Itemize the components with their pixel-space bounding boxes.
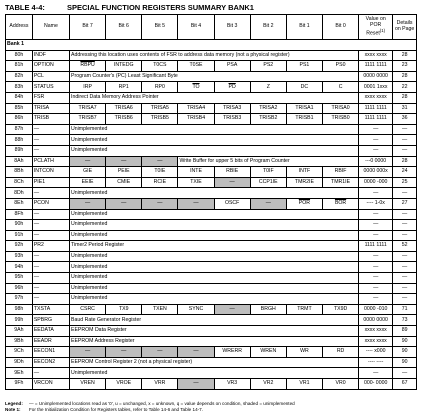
details-page-cell: 28 (393, 71, 417, 82)
por-value-cell: 000- 0000 (359, 379, 393, 390)
note-label: Note 1: (5, 407, 21, 412)
table-body (6, 40, 417, 390)
register-name-cell: INDF (32, 50, 69, 61)
bit-cell: T0IF (250, 167, 286, 178)
bit-cell: — (178, 198, 214, 209)
legend (5, 401, 419, 413)
bit-cell: WR (286, 347, 322, 358)
register-row (6, 124, 417, 135)
register-row (6, 220, 417, 231)
bit-cell: — (106, 198, 142, 209)
por-value-cell: 0000 0000 (359, 71, 393, 82)
por-value-cell: 1111 1111 (359, 61, 393, 72)
register-description-cell: EEPROM Control Register 2 (not a physical register) (70, 357, 359, 368)
details-page-cell: — (393, 220, 417, 231)
bit-cell: TRISB5 (142, 114, 178, 125)
register-name-cell: EEDATA (32, 326, 69, 337)
details-page-cell: — (393, 262, 417, 273)
header-details: Details on Page (393, 15, 417, 40)
legend-text: — = Unimplemented locations read as '0', u = unchanged, x = unknown, q = value depends on condition, shaded = unimplemented (29, 401, 295, 406)
por-value-cell: — (359, 283, 393, 294)
bit-cell: TRISB7 (70, 114, 106, 125)
register-row (6, 167, 417, 178)
bit-cell: GIE (70, 167, 106, 178)
bit-cell: TMR1IE (323, 177, 359, 188)
por-value-cell: 1111 1111 (359, 241, 393, 252)
register-description-cell: Unimplemented (70, 294, 359, 305)
bit-cell: WRERR (214, 347, 250, 358)
bit-cell: WREN (250, 347, 286, 358)
register-name-cell: — (32, 135, 69, 146)
header-address: Address (6, 15, 33, 40)
register-name-cell: STATUS (32, 82, 69, 93)
register-name-cell: — (32, 209, 69, 220)
bit-cell: VREN (70, 379, 106, 390)
details-page-cell: — (393, 294, 417, 305)
register-description-cell: EEPROM Data Register (70, 326, 359, 337)
register-row (6, 357, 417, 368)
register-name-cell: EECON2 (32, 357, 69, 368)
header-por-note: (1) (379, 27, 386, 33)
register-row (6, 283, 417, 294)
register-row (6, 114, 417, 125)
details-page-cell: — (393, 135, 417, 146)
por-value-cell: 0000 -000 (359, 177, 393, 188)
bit-cell: — (70, 156, 106, 167)
address-cell: 9Eh (6, 368, 33, 379)
bit-cell: — (70, 347, 106, 358)
bank-label: Bank 1 (6, 40, 417, 51)
register-name-cell: — (32, 124, 69, 135)
header-por-label: Value on POR Reset (365, 15, 386, 37)
details-page-cell: 22 (393, 82, 417, 93)
register-description-cell: Unimplemented (70, 262, 359, 273)
por-value-cell: — (359, 220, 393, 231)
register-description-cell: Unimplemented (70, 273, 359, 284)
address-cell: 97h (6, 294, 33, 305)
register-name-cell: — (32, 273, 69, 284)
register-description-cell: Unimplemented (70, 251, 359, 262)
bit-cell: — (142, 156, 178, 167)
address-cell: 88h (6, 135, 33, 146)
details-page-cell: 90 (393, 357, 417, 368)
bit-cell: T0SE (178, 61, 214, 72)
table-title (5, 2, 254, 13)
address-cell: 99h (6, 315, 33, 326)
por-value-cell: — (359, 124, 393, 135)
table-number: TABLE 4-4: (5, 3, 45, 12)
register-name-cell: OPTION (32, 61, 69, 72)
register-row (6, 294, 417, 305)
por-value-cell: xxxx xxxx (359, 326, 393, 337)
header-bit3: Bit 3 (214, 15, 250, 40)
por-value-cell: 1111 1111 (359, 103, 393, 114)
bit-cell: TRISA0 (323, 103, 359, 114)
register-description-cell: Unimplemented (70, 188, 359, 199)
por-value-cell: ---- ---- (359, 357, 393, 368)
address-cell: 84h (6, 92, 33, 103)
address-cell: 91h (6, 230, 33, 241)
register-description-cell: Baud Rate Generator Register (70, 315, 359, 326)
por-value-cell: 0001 1xxx (359, 82, 393, 93)
bit-cell: CSRC (70, 304, 106, 315)
register-description-cell: Program Counter's (PC) Least Significant Byte (70, 71, 359, 82)
por-value-cell: ---- x000 (359, 347, 393, 358)
bit-cell: TRISB6 (106, 114, 142, 125)
bit-cell: VROE (106, 379, 142, 390)
por-value-cell: 1111 1111 (359, 114, 393, 125)
register-row (6, 379, 417, 390)
por-value-cell: — (359, 262, 393, 273)
address-cell: 95h (6, 273, 33, 284)
address-cell: 96h (6, 283, 33, 294)
register-name-cell: — (32, 188, 69, 199)
bit-cell: — (142, 347, 178, 358)
bit-cell: C (323, 82, 359, 93)
address-cell: 8Ch (6, 177, 33, 188)
register-row (6, 92, 417, 103)
address-cell: 80h (6, 50, 33, 61)
bit-cell: PS1 (286, 61, 322, 72)
bit-cell: CMIE (106, 177, 142, 188)
details-page-cell: — (393, 273, 417, 284)
details-page-cell: — (393, 188, 417, 199)
register-description-cell: Unimplemented (70, 124, 359, 135)
register-name-cell: PCON (32, 198, 69, 209)
bit-cell: TRISA3 (214, 103, 250, 114)
address-cell: 9Fh (6, 379, 33, 390)
register-name-cell: PIE1 (32, 177, 69, 188)
register-name-cell: PCL (32, 71, 69, 82)
bit-cell: $\overline{TO}$ (178, 82, 214, 93)
details-page-cell: 67 (393, 379, 417, 390)
details-page-cell: — (393, 145, 417, 156)
bit-cell: Z (250, 82, 286, 93)
details-page-cell: — (393, 368, 417, 379)
por-value-cell: xxxx xxxx (359, 336, 393, 347)
bit-cell: EEIE (70, 177, 106, 188)
bit-cell: VR2 (250, 379, 286, 390)
bit-cell: RP1 (106, 82, 142, 93)
bit-cell: VR0 (323, 379, 359, 390)
sfr-table (5, 14, 417, 390)
address-cell: 9Dh (6, 357, 33, 368)
por-value-cell: — (359, 368, 393, 379)
register-name-cell: PCLATH (32, 156, 69, 167)
details-page-cell: 71 (393, 304, 417, 315)
details-page-cell: 24 (393, 167, 417, 178)
register-row (6, 336, 417, 347)
details-page-cell: 27 (393, 198, 417, 209)
details-page-cell: 28 (393, 92, 417, 103)
bit-cell: DC (286, 82, 322, 93)
bit-cell: TRISB1 (286, 114, 322, 125)
register-name-cell: — (32, 262, 69, 273)
bit-cell: T0CS (142, 61, 178, 72)
details-page-cell: 28 (393, 50, 417, 61)
header-por (359, 15, 393, 40)
register-name-cell: — (32, 251, 69, 262)
details-page-cell: — (393, 124, 417, 135)
bit-cell: TRISB0 (323, 114, 359, 125)
header-bit7: Bit 7 (70, 15, 106, 40)
bit-cell: OSCF (214, 198, 250, 209)
bit-cell: — (106, 156, 142, 167)
bit-cell: T0IE (142, 167, 178, 178)
register-row (6, 326, 417, 337)
bit-cell: TRISA6 (106, 103, 142, 114)
register-description-cell: Write Buffer for upper 5 bits of Program Counter (178, 156, 359, 167)
bit-cell: SYNC (178, 304, 214, 315)
note-text: For the Initialization Condition for Registers tables, refer to Table 14-6 and Table 14-7. (29, 407, 203, 412)
header-bit0: Bit 0 (323, 15, 359, 40)
register-row (6, 304, 417, 315)
por-value-cell: 0000 -010 (359, 304, 393, 315)
header-bit5: Bit 5 (142, 15, 178, 40)
bit-cell: TXIE (178, 177, 214, 188)
por-value-cell: — (359, 273, 393, 284)
address-cell: 92h (6, 241, 33, 252)
por-value-cell: ---- 1-0x (359, 198, 393, 209)
address-cell: 8Fh (6, 209, 33, 220)
bit-cell: VRR (142, 379, 178, 390)
register-row (6, 156, 417, 167)
register-row (6, 103, 417, 114)
bit-cell: TRMT (286, 304, 322, 315)
register-name-cell: EEADR (32, 336, 69, 347)
header-row (6, 15, 417, 40)
por-value-cell: xxxx xxxx (359, 50, 393, 61)
header-bit6: Bit 6 (106, 15, 142, 40)
register-name-cell: TRISB (32, 114, 69, 125)
details-page-cell: 90 (393, 347, 417, 358)
bit-cell: — (250, 198, 286, 209)
bit-cell: TRISB3 (214, 114, 250, 125)
bit-cell: RCIE (142, 177, 178, 188)
register-name-cell: TXSTA (32, 304, 69, 315)
register-description-cell: Unimplemented (70, 220, 359, 231)
address-cell: 86h (6, 114, 33, 125)
register-name-cell: VRCON (32, 379, 69, 390)
bit-cell: TRISA2 (250, 103, 286, 114)
bit-cell: RP0 (142, 82, 178, 93)
header-bit4: Bit 4 (178, 15, 214, 40)
register-description-cell: Unimplemented (70, 145, 359, 156)
bit-cell: PS0 (323, 61, 359, 72)
address-cell: 94h (6, 262, 33, 273)
register-row (6, 347, 417, 358)
register-row (6, 209, 417, 220)
bit-cell: INTEDG (106, 61, 142, 72)
bit-cell: INTE (178, 167, 214, 178)
register-row (6, 188, 417, 199)
bit-cell: TRISA1 (286, 103, 322, 114)
address-cell: 83h (6, 82, 33, 93)
register-name-cell: INTCON (32, 167, 69, 178)
bit-cell: CCP1IE (250, 177, 286, 188)
por-value-cell: — (359, 145, 393, 156)
header-name: Name (32, 15, 69, 40)
bit-cell: — (178, 347, 214, 358)
bit-cell: TRISA5 (142, 103, 178, 114)
register-row (6, 177, 417, 188)
por-value-cell: — (359, 135, 393, 146)
bit-cell: — (106, 347, 142, 358)
register-row (6, 262, 417, 273)
bit-cell: TRISA4 (178, 103, 214, 114)
bit-cell: PS2 (250, 61, 286, 72)
bit-cell: VR3 (214, 379, 250, 390)
details-page-cell: — (393, 251, 417, 262)
address-cell: 8Dh (6, 188, 33, 199)
register-description-cell: Unimplemented (70, 230, 359, 241)
details-page-cell: 28 (393, 156, 417, 167)
register-name-cell: — (32, 283, 69, 294)
details-page-cell: — (393, 209, 417, 220)
address-cell: 98h (6, 304, 33, 315)
bit-cell: PSA (214, 61, 250, 72)
register-row (6, 315, 417, 326)
address-cell: 81h (6, 61, 33, 72)
register-name-cell: FSR (32, 92, 69, 103)
bit-cell: INTF (286, 167, 322, 178)
bit-cell: $\overline{PD}$ (214, 82, 250, 93)
register-row (6, 82, 417, 93)
bank-row (6, 40, 417, 51)
bit-cell: PEIE (106, 167, 142, 178)
register-row (6, 135, 417, 146)
register-row (6, 230, 417, 241)
register-name-cell: — (32, 294, 69, 305)
register-row (6, 241, 417, 252)
details-page-cell: 25 (393, 177, 417, 188)
address-cell: 93h (6, 251, 33, 262)
bit-cell: — (142, 198, 178, 209)
register-name-cell: PR2 (32, 241, 69, 252)
bit-cell: VR1 (286, 379, 322, 390)
register-name-cell: — (32, 230, 69, 241)
por-value-cell: — (359, 294, 393, 305)
bit-cell: — (214, 304, 250, 315)
bit-cell: — (214, 177, 250, 188)
header-bit2: Bit 2 (250, 15, 286, 40)
por-value-cell: ---0 0000 (359, 156, 393, 167)
address-cell: 89h (6, 145, 33, 156)
note-line (5, 407, 419, 413)
por-value-cell: — (359, 188, 393, 199)
register-row (6, 273, 417, 284)
register-description-cell: Unimplemented (70, 368, 359, 379)
register-name-cell: — (32, 220, 69, 231)
address-cell: 82h (6, 71, 33, 82)
register-description-cell: Unimplemented (70, 209, 359, 220)
address-cell: 9Ah (6, 326, 33, 337)
bit-cell: $\overline{BOR}$ (323, 198, 359, 209)
address-cell: 87h (6, 124, 33, 135)
register-name-cell: TRISA (32, 103, 69, 114)
bit-cell: RD (323, 347, 359, 358)
register-description-cell: Addressing this location uses contents of FSR to address data memory (not a physical register) (70, 50, 359, 61)
register-description-cell: Indirect Data Memory Address Pointer (70, 92, 359, 103)
por-value-cell: — (359, 251, 393, 262)
bit-cell: TX9D (323, 304, 359, 315)
register-row (6, 198, 417, 209)
register-row (6, 251, 417, 262)
por-value-cell: — (359, 209, 393, 220)
register-name-cell: SPBRG (32, 315, 69, 326)
bit-cell: TMR2IE (286, 177, 322, 188)
address-cell: 90h (6, 220, 33, 231)
details-page-cell: 52 (393, 241, 417, 252)
address-cell: 9Ch (6, 347, 33, 358)
header-bit1: Bit 1 (286, 15, 322, 40)
bit-cell: — (178, 379, 214, 390)
register-description-cell: Unimplemented (70, 135, 359, 146)
register-name-cell: — (32, 145, 69, 156)
details-page-cell: 73 (393, 315, 417, 326)
legend-label: Legend: (5, 401, 23, 406)
register-row (6, 50, 417, 61)
register-description-cell: Unimplemented (70, 283, 359, 294)
por-value-cell: 0000 0000 (359, 315, 393, 326)
por-value-cell: 0000 000x (359, 167, 393, 178)
register-row (6, 61, 417, 72)
details-page-cell: — (393, 230, 417, 241)
por-value-cell: — (359, 230, 393, 241)
register-row (6, 71, 417, 82)
address-cell: 85h (6, 103, 33, 114)
details-page-cell: 89 (393, 326, 417, 337)
address-cell: 8Ah (6, 156, 33, 167)
bit-cell: TRISB2 (250, 114, 286, 125)
address-cell: 8Eh (6, 198, 33, 209)
bit-cell: TXEN (142, 304, 178, 315)
register-description-cell: EEPROM Address Register (70, 336, 359, 347)
details-page-cell: 90 (393, 336, 417, 347)
details-page-cell: 31 (393, 103, 417, 114)
bit-cell: IRP (70, 82, 106, 93)
bit-cell: RBIE (214, 167, 250, 178)
details-page-cell: 23 (393, 61, 417, 72)
table-caption: SPECIAL FUNCTION REGISTERS SUMMARY BANK1 (67, 3, 254, 12)
register-row (6, 145, 417, 156)
bit-cell: $\overline{POR}$ (286, 198, 322, 209)
register-description-cell: Timer2 Period Register (70, 241, 359, 252)
details-page-cell: — (393, 283, 417, 294)
bit-cell: — (70, 198, 106, 209)
address-cell: 9Bh (6, 336, 33, 347)
register-name-cell: — (32, 368, 69, 379)
register-name-cell: EECON1 (32, 347, 69, 358)
bit-cell: TX9 (106, 304, 142, 315)
bit-cell: RBIF (323, 167, 359, 178)
details-page-cell: 36 (393, 114, 417, 125)
bit-cell: TRISB4 (178, 114, 214, 125)
bit-cell: RBPU (70, 61, 106, 72)
address-cell: 8Bh (6, 167, 33, 178)
por-value-cell: xxxx xxxx (359, 92, 393, 103)
register-row (6, 368, 417, 379)
bit-cell: TRISA7 (70, 103, 106, 114)
bit-cell: BRGH (250, 304, 286, 315)
